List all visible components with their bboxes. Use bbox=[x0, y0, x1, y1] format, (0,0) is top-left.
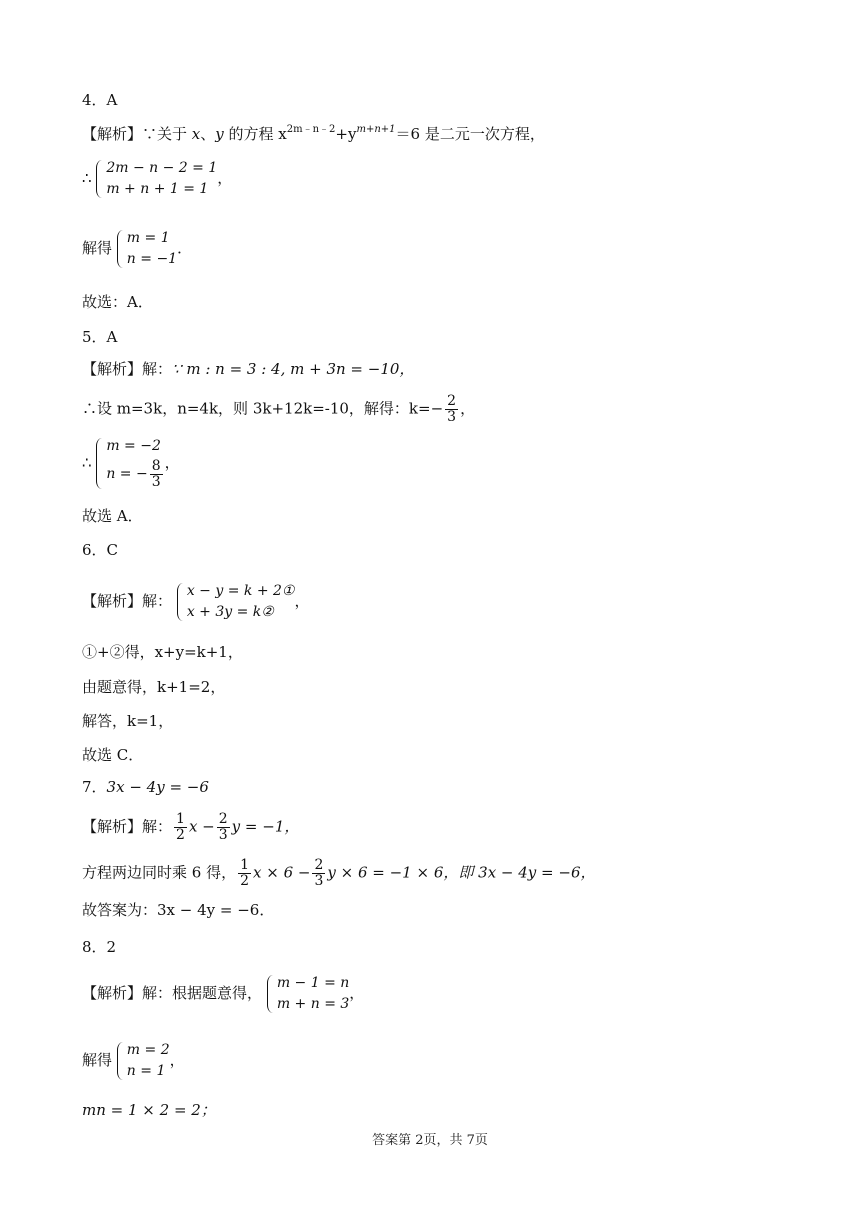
item-7-multiply: 方程两边同时乘 6 得， $\frac{1}{2}$ x × 6 − $\frac{2}{3}$ y × 6 = −1 × 6，即 3x − 4y = −6， bbox=[82, 857, 596, 889]
item-6-explanation: 【解析】解： x − y = k + 2① x + 3y = k② ， bbox=[82, 581, 309, 623]
item-4-solution: 解得 m = 1 n = −1 ． bbox=[82, 228, 192, 270]
fraction: $\frac{2}{3}$ bbox=[447, 393, 457, 425]
item-6-conclusion: 故选 C． bbox=[82, 746, 144, 764]
fraction: $\frac{1}{2}$ bbox=[240, 857, 250, 889]
equation-system: 2m − n − 2 = 1 m + n + 1 = 1 bbox=[96, 158, 217, 200]
analysis-tag: 【解析】 bbox=[82, 125, 143, 143]
item-8-result: mn = 1 × 2 = 2； bbox=[82, 1101, 216, 1119]
fraction: $\frac{2}{3}$ bbox=[218, 811, 228, 843]
item-5-explanation: 【解析】解：∵ m : n = 3 : 4, m + 3n = −10， bbox=[82, 360, 415, 378]
item-6-answer: 6．C bbox=[82, 541, 119, 559]
item-6-step-2: 由题意得，k+1=2， bbox=[82, 678, 226, 696]
solution-system: m = −2 n = − $\frac{8}{3}$ bbox=[96, 436, 164, 491]
item-5-answer: 5．A bbox=[82, 328, 118, 346]
item-8-solution: 解得 m = 2 n = 1 ， bbox=[82, 1040, 185, 1082]
solution-system: m = 2 n = 1 bbox=[117, 1040, 170, 1082]
item-5-let: ∴设 m=3k，n=4k，则 3k+12k=-10，解得：k=− $\frac{2}{3}$ ， bbox=[82, 393, 476, 425]
item-6-step-3: 解答，k=1， bbox=[82, 712, 174, 730]
solution-system: m = 1 n = −1 bbox=[117, 228, 177, 270]
page-footer: 答案第 2页，共 7页 bbox=[372, 1133, 488, 1148]
item-6-step-1: ①+②得，x+y=k+1， bbox=[82, 643, 243, 661]
equation-system: m − 1 = n m + n = 3 bbox=[267, 973, 349, 1015]
item-7-explanation: 【解析】解： $\frac{1}{2}$ x − $\frac{2}{3}$ y = −1， bbox=[82, 811, 300, 843]
item-4-conclusion: 故选：A． bbox=[82, 293, 153, 311]
fraction: $\frac{1}{2}$ bbox=[176, 811, 185, 843]
item-5-system: ∴ m = −2 n = − $\frac{8}{3}$ ， bbox=[82, 438, 180, 490]
fraction: $\frac{2}{3}$ bbox=[314, 857, 324, 889]
equation-system: x − y = k + 2① x + 3y = k② bbox=[177, 581, 295, 623]
item-4-answer: 4．A bbox=[82, 91, 118, 109]
item-4-system: ∴ 2m − n − 2 = 1 m + n + 1 = 1 ， bbox=[82, 158, 232, 200]
item-8-answer: 8．2 bbox=[82, 938, 117, 956]
item-7-answer: 7．3x − 4y = −6 bbox=[82, 778, 209, 796]
item-8-explanation: 【解析】解：根据题意得， m − 1 = n m + n = 3 ， bbox=[82, 973, 364, 1015]
item-5-conclusion: 故选 A． bbox=[82, 507, 143, 525]
item-7-conclusion: 故答案为：3x − 4y = −6． bbox=[82, 901, 275, 919]
fraction: $\frac{8}{3}$ bbox=[151, 457, 161, 490]
item-4-explanation: 【解析】∵关于 x、y 的方程 $x^{2m﹣n﹣2}+y^{m+n+1}=6$ 是二元一次方程， bbox=[82, 124, 545, 143]
